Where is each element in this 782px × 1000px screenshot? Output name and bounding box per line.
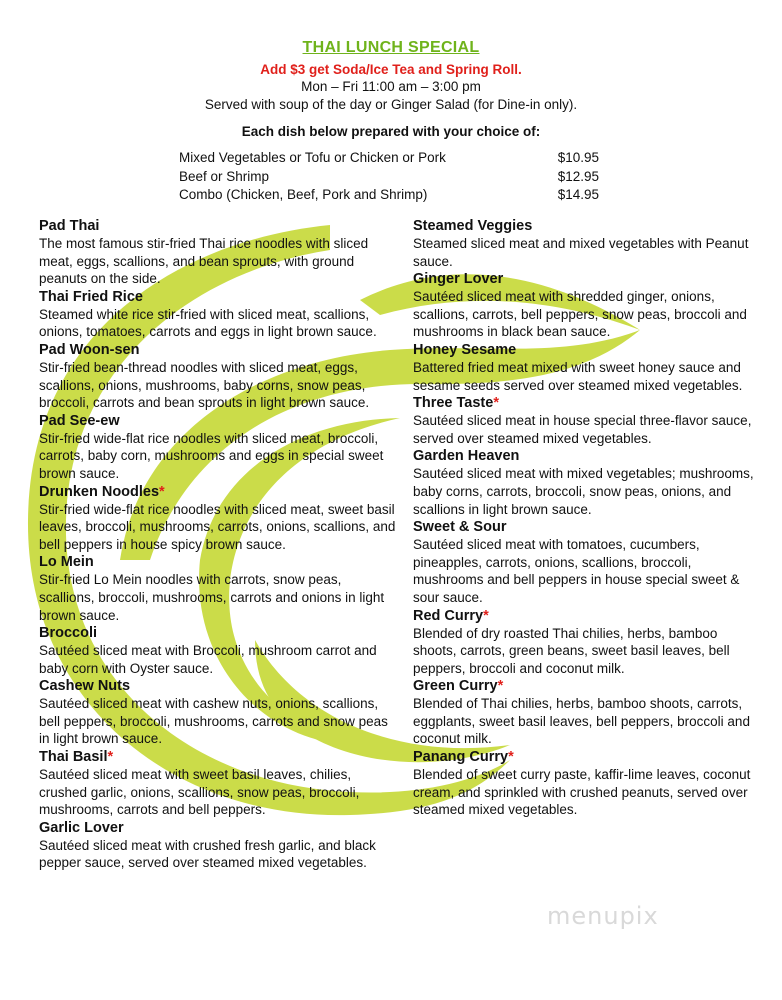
price-value: $12.95 (557, 168, 599, 184)
dish-name: Ginger Lover (413, 271, 504, 288)
dish-description: Sautéed sliced meat with Broccoli, mushroom carrot and baby corn with Oyster sauce. (39, 643, 377, 676)
dish-name: Pad Woon-sen (39, 341, 140, 358)
price-value: $14.95 (557, 187, 599, 202)
price-value: $10.95 (557, 150, 599, 165)
menu-item (413, 341, 763, 394)
dish-name: Panang Curry (413, 749, 509, 766)
choice-intro: Each dish below prepared with your choice of: (241, 124, 541, 139)
menu-item (39, 483, 399, 554)
dish-name: Sweet & Sour (413, 519, 507, 536)
dish-name: Thai Fried Rice (39, 288, 143, 305)
menu-item (39, 341, 399, 412)
promo-text: Add $3 get Soda/Ice Tea and Spring Roll. (260, 62, 522, 77)
menu-item (39, 677, 399, 748)
menu-item (413, 748, 763, 819)
dish-description: Battered fried meat mixed with sweet honey sauce and sesame seeds served over steamed mixed vegetables. (413, 359, 743, 393)
menu-item (413, 607, 763, 678)
spicy-marker: * (508, 749, 514, 766)
dish-description: Steamed sliced meat and mixed vegetables with Peanut sauce. (413, 236, 749, 269)
menu-item (413, 447, 763, 518)
dish-name: Broccoli (39, 625, 98, 642)
price-label: Mixed Vegetables or Tofu or Chicken or Pork (179, 150, 446, 165)
dish-name: Lo Mein (39, 554, 94, 571)
menu-item (413, 677, 763, 748)
spicy-marker: * (497, 678, 504, 695)
price-row (179, 149, 599, 168)
spicy-marker: * (107, 749, 114, 766)
dish-name: Cashew Nuts (39, 678, 131, 695)
menu-item (413, 270, 763, 341)
dish-description: Blended of sweet curry paste, kaffir-lime leaves, coconut cream, and sprinkled with crushed peanuts, served over steamed mixed vegetables. (413, 767, 751, 818)
dish-description: Sautéed sliced meat with cashew nuts, onions, scallions, bell peppers, broccoli, mushrooms, carrots and snow peas in light brown sauce. (39, 696, 388, 747)
dish-name: Pad Thai (39, 218, 100, 234)
price-row (179, 186, 599, 205)
menu-title: THAI LUNCH SPECIAL (302, 39, 480, 56)
menu-item (413, 394, 763, 447)
dish-description: Stir-fried Lo Mein noodles with carrots, snow peas, scallions, broccoli, mushrooms, carrots and onions in light brown sauce. (39, 572, 385, 623)
price-label: Combo (Chicken, Beef, Pork and Shrimp) (179, 187, 428, 202)
menu-item (413, 518, 763, 606)
price-label: Beef or Shrimp (179, 168, 270, 184)
dish-description: Sautéed sliced meat with shredded ginger, onions, scallions, carrots, bell peppers, snow peas, broccoli and mushrooms in black bean sauce. (413, 289, 747, 340)
left-menu-column (39, 217, 399, 872)
spicy-marker: * (493, 395, 499, 412)
dish-name: Steamed Veggies (413, 218, 533, 234)
menu-item (413, 217, 763, 270)
spicy-marker: * (159, 483, 165, 500)
dish-description: Steamed white rice stir-fried with sliced meat, scallions, onions, tomatoes, carrots and eggs in light brown sauce. (39, 306, 377, 340)
menu-item (39, 288, 399, 341)
dish-name: Green Curry (413, 678, 498, 695)
dish-description: Sautéed sliced meat with tomatoes, cucumbers, pineapples, carrots, onions, scallions, broccoli, mushrooms and bell peppers in house special sweet & sour sauce. (413, 537, 740, 605)
menu-item (39, 748, 399, 819)
served-with-text: Served with soup of the day or Ginger Salad (for Dine-in only). (204, 97, 578, 112)
dish-name: Garlic Lover (39, 819, 124, 836)
spicy-marker: * (483, 607, 489, 624)
hours-text: Mon – Fri 11:00 am – 3:00 pm (301, 79, 481, 94)
watermark: menupix (547, 902, 659, 930)
dish-description: Sautéed sliced meat with sweet basil leaves, chilies, crushed garlic, onions, scallions, snow peas, broccoli, mushrooms, carrots and bell peppers. (39, 767, 360, 818)
dish-description: Stir-fried wide-flat rice noodles with sliced meat, broccoli, carrots, baby corn, mushrooms and eggs in special sweet brown sauce. (39, 430, 384, 481)
dish-description: The most famous stir-fried Thai rice noodles with sliced meat, eggs, scallions, and bean sprouts, with ground peanuts on the side. (39, 236, 369, 287)
menu-item (39, 412, 399, 483)
dish-name: Drunken Noodles (39, 483, 160, 500)
dish-name: Honey Sesame (413, 341, 517, 358)
right-menu-column (413, 217, 763, 819)
dish-description: Sautéed sliced meat with crushed fresh garlic, and black pepper sauce, served over steamed mixed vegetables. (39, 837, 376, 871)
dish-name: Red Curry (413, 607, 484, 624)
dish-description: Blended of dry roasted Thai chilies, herbs, bamboo shoots, carrots, green beans, sweet basil leaves, bell peppers, broccoli and coconut milk. (413, 625, 730, 676)
dish-name: Garden Heaven (413, 448, 520, 465)
menu-item (39, 624, 399, 677)
menu-item (39, 553, 399, 624)
dish-description: Stir-fried wide-flat rice noodles with sliced meat, sweet basil leaves, broccoli, mushrooms, carrots, onions, scallions, and bell peppers in house spicy brown sauce. (39, 501, 396, 552)
menu-item (39, 819, 399, 872)
dish-description: Blended of Thai chilies, herbs, bamboo shoots, carrots, eggplants, sweet basil leaves, bell peppers, broccoli and coconut milk. (413, 696, 750, 747)
dish-description: Sautéed sliced meat in house special three-flavor sauce, served over steamed mixed vegetables. (413, 413, 752, 446)
dish-description: Stir-fried bean-thread noodles with sliced meat, eggs, scallions, onions, mushrooms, baby corns, snow peas, broccoli, carrots and bean sprouts in light brown sauce. (39, 359, 370, 411)
price-list (179, 149, 599, 205)
menu-item (39, 217, 399, 288)
dish-name: Thai Basil (39, 749, 108, 766)
dish-description: Sautéed sliced meat with mixed vegetables; mushrooms, baby corns, carrots, broccoli, snow peas, onions, and scallions in light brown sauce. (413, 466, 754, 517)
dish-name: Three Taste (413, 395, 494, 412)
price-row (179, 168, 599, 187)
dish-name: Pad See-ew (39, 412, 120, 429)
